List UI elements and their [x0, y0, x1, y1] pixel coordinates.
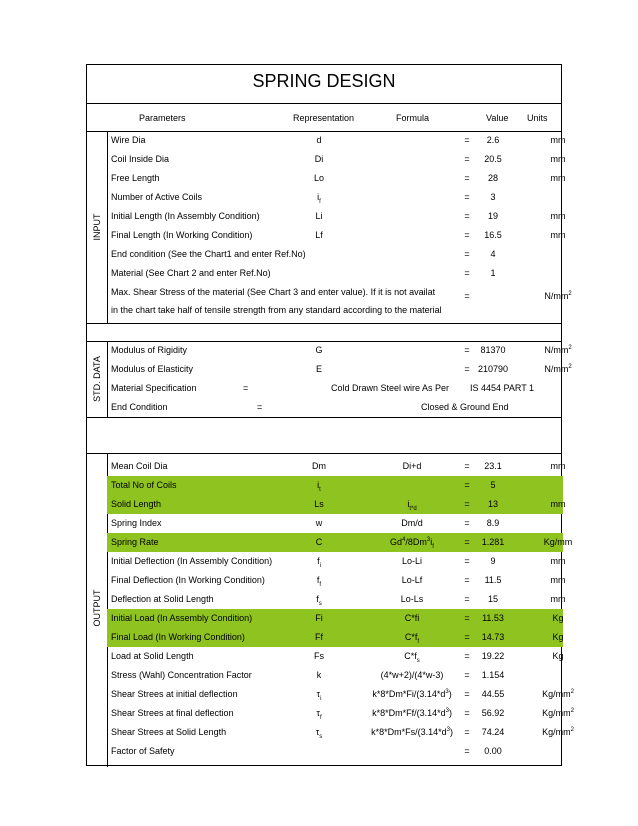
input-row	[107, 264, 563, 283]
std-bottom-line	[87, 417, 561, 418]
output-row	[107, 571, 566, 590]
title-divider	[87, 103, 561, 104]
equals-sign: =	[464, 268, 470, 278]
unit-cell: mm	[550, 499, 566, 509]
unit-cell: mm	[550, 173, 566, 183]
output-row	[107, 723, 574, 742]
representation-symbol: $\tau_i$	[316, 689, 322, 702]
equals-sign: =	[464, 345, 470, 355]
param-label: Coil Inside Dia	[111, 154, 170, 164]
unit-cell: Kg	[552, 613, 564, 623]
value-cell: 11.53	[482, 613, 504, 623]
representation-symbol: E	[315, 364, 322, 374]
shear-note-line2: in the chart take half of tensile strength from any standard according to the material	[111, 305, 442, 315]
input-bottom-line	[87, 323, 561, 324]
value-cell: 14.73	[481, 632, 505, 642]
representation-symbol: $i_t$	[317, 480, 321, 493]
equals-sign: =	[464, 689, 470, 699]
representation-symbol: C	[315, 537, 323, 547]
representation-symbol: k	[316, 670, 322, 680]
value-cell: 74.24	[481, 727, 505, 737]
value-cell: 1	[490, 268, 496, 278]
header-value: Value	[486, 113, 509, 123]
param-label: Shear Strees at final deflection	[111, 708, 234, 718]
formula-text: $C*f_f$	[404, 632, 420, 645]
formula-text: $k*8*Dm*Ff/(3.14*d^3)$	[372, 708, 452, 718]
param-label: Deflection at Solid Length	[111, 594, 214, 604]
param-label: Wire Dia	[111, 135, 146, 145]
representation-symbol: d	[316, 135, 322, 145]
representation-symbol: $f_f$	[316, 575, 322, 588]
unit-cell: $N/mm^2$	[544, 345, 572, 355]
equals-sign: =	[464, 249, 470, 259]
value-cell: 2.6	[486, 135, 500, 145]
formula-text: $i_{t*d}$	[407, 499, 417, 512]
unit-cell: Kg	[552, 651, 564, 661]
output-row	[107, 704, 574, 723]
value-cell: 11.5	[484, 575, 502, 585]
unit-cell: Kg	[552, 632, 564, 642]
formula-text: Dm/d	[401, 518, 423, 528]
param-label: Modulus of Elasticity	[111, 364, 194, 374]
unit-cell: $Kg/mm^2$	[542, 689, 574, 699]
unit-cell: mm	[550, 135, 566, 145]
input-row	[107, 226, 566, 245]
representation-symbol: w	[315, 518, 323, 528]
param-label: Final Length (In Working Condition)	[111, 230, 253, 240]
param-label: Initial Deflection (In Assembly Condition)	[111, 556, 273, 566]
param-label: End condition (See the Chart1 and enter Ref.No)	[111, 249, 306, 259]
value-cell: 28	[487, 173, 498, 183]
param-label: Final Deflection (In Working Condition)	[111, 575, 265, 585]
material-spec-equals: =	[243, 383, 249, 393]
representation-symbol: Lf	[315, 230, 323, 240]
param-label: Total No of Coils	[111, 480, 177, 490]
output-row	[107, 666, 563, 685]
output-row	[107, 685, 574, 704]
param-label: Material (See Chart 2 and enter Ref.No)	[111, 268, 271, 278]
header-formula: Formula	[396, 113, 430, 123]
param-label: Final Load (In Working Condition)	[111, 632, 245, 642]
spring-design-sheet	[86, 64, 574, 766]
equals-sign: =	[464, 211, 470, 221]
param-label: Initial Load (In Assembly Condition)	[111, 613, 253, 623]
unit-cell: mm	[550, 461, 566, 471]
equals-sign: =	[464, 575, 470, 585]
representation-symbol: G	[315, 345, 323, 355]
equals-sign: =	[464, 461, 470, 471]
equals-sign: =	[464, 192, 470, 202]
input-row	[107, 169, 566, 188]
output-top-line	[87, 453, 561, 454]
value-cell: 81370	[480, 345, 506, 355]
formula-text: $k*8*Dm*Fi/(3.14*d^3)$	[372, 689, 452, 699]
representation-symbol: $f_s$	[316, 594, 322, 607]
param-label: Stress (Wahl) Concentration Factor	[111, 670, 252, 680]
param-label: Spring Rate	[111, 537, 159, 547]
value-cell: 0.00	[484, 746, 502, 756]
param-label: Initial Length (In Assembly Condition)	[111, 211, 260, 221]
unit-cell: $Kg/mm^2$	[542, 727, 574, 737]
representation-symbol: Li	[315, 211, 323, 221]
param-label: Shear Strees at initial deflection	[111, 689, 238, 699]
unit-cell: $Kg/mm^2$	[542, 708, 574, 718]
page-title: SPRING DESIGN	[252, 71, 396, 91]
equals-sign: =	[464, 727, 470, 737]
header-parameters: Parameters	[139, 113, 186, 123]
value-cell: 13	[487, 499, 498, 509]
unit-cell: mm	[550, 556, 566, 566]
input-row	[107, 150, 566, 169]
representation-symbol: Lo	[313, 173, 324, 183]
equals-sign: =	[464, 230, 470, 240]
representation-symbol: $i_f$	[317, 192, 321, 205]
unit-cell: mm	[550, 594, 566, 604]
material-spec-value: Cold Drawn Steel wire As Per	[331, 383, 450, 393]
output-row	[107, 628, 563, 647]
representation-symbol: $f_i$	[317, 556, 321, 569]
formula-text: $Gd^4/8Dm^3i_f$	[390, 537, 434, 550]
output-row	[107, 495, 566, 514]
std-row	[107, 360, 572, 379]
shear-note-row	[107, 283, 572, 323]
value-cell: 1.154	[481, 670, 505, 680]
end-condition-value: Closed & Ground End	[421, 402, 509, 412]
value-cell: 16.5	[484, 230, 502, 240]
value-cell: 20.5	[484, 154, 502, 164]
unit-cell: mm	[550, 211, 566, 221]
input-row	[107, 245, 563, 264]
equals-sign: =	[464, 173, 470, 183]
equals-sign: =	[464, 632, 470, 642]
end-condition-row	[107, 398, 563, 417]
input-row	[107, 131, 566, 150]
output-row	[107, 647, 563, 666]
material-spec-standard: IS 4454 PART 1	[470, 383, 535, 393]
input-row	[107, 188, 563, 207]
section-label-input: INPUT	[92, 213, 102, 241]
equals-sign: =	[464, 708, 470, 718]
equals-sign: =	[464, 651, 470, 661]
equals-sign: =	[464, 613, 470, 623]
equals-sign: =	[464, 746, 470, 756]
param-label: Modulus of Rigidity	[111, 345, 188, 355]
value-cell: 3	[490, 192, 496, 202]
equals-sign: =	[464, 154, 470, 164]
value-cell: 56.92	[481, 708, 505, 718]
formula-text: C*fi	[404, 613, 420, 623]
representation-symbol: Dm	[312, 461, 326, 471]
unit-cell: Kg/mm	[543, 537, 573, 547]
param-label: Load at Solid Length	[111, 651, 194, 661]
representation-symbol: Ls	[314, 499, 324, 509]
value-cell: 15	[487, 594, 498, 604]
value-cell: 210790	[477, 364, 509, 374]
equals-sign: =	[464, 135, 470, 145]
value-cell: 4	[490, 249, 496, 259]
representation-symbol: $\tau_s$	[315, 727, 323, 740]
output-row	[107, 514, 563, 533]
param-label: Spring Index	[111, 518, 162, 528]
formula-text: $k*8*Dm*Fs/(3.14*d^3)$	[371, 727, 453, 737]
output-row	[107, 457, 566, 476]
formula-text: $C*f_s$	[404, 651, 420, 664]
param-label: Free Length	[111, 173, 160, 183]
end-condition-label: End Condition	[111, 402, 168, 412]
value-cell: 1.281	[481, 537, 505, 547]
representation-symbol: Fs	[314, 651, 324, 661]
unit-cell: mm	[550, 154, 566, 164]
output-row	[107, 533, 573, 552]
value-cell: 23.1	[484, 461, 502, 471]
formula-text: Lo-Li	[401, 556, 422, 566]
value-cell: 19	[487, 211, 498, 221]
section-label-std-data: STD. DATA	[92, 356, 102, 402]
representation-symbol: Fi	[315, 613, 323, 623]
header-units: Units	[527, 113, 548, 123]
output-row	[107, 476, 563, 495]
param-label: Shear Strees at Solid Length	[111, 727, 227, 737]
output-row	[107, 609, 563, 628]
value-cell: 19.22	[481, 651, 505, 661]
param-label: Solid Length	[111, 499, 162, 509]
equals-sign: =	[464, 670, 470, 680]
representation-symbol: Ff	[315, 632, 323, 642]
param-label: Factor of Safety	[111, 746, 175, 756]
equals-sign: =	[464, 556, 470, 566]
unit-cell: $N/mm^2$	[544, 364, 572, 374]
unit-cell: mm	[550, 230, 566, 240]
header-representation: Representation	[293, 113, 355, 123]
shear-note-equals: =	[464, 291, 470, 301]
shear-note-unit: $N/mm^2$	[544, 291, 572, 301]
param-label: Number of Active Coils	[111, 192, 203, 202]
equals-sign: =	[464, 594, 470, 604]
equals-sign: =	[464, 537, 470, 547]
formula-text: (4*w+2)/(4*w-3)	[380, 670, 444, 680]
shear-note-line1: Max. Shear Stress of the material (See Chart 3 and enter value). If it is not availat	[111, 287, 436, 297]
input-row	[107, 207, 566, 226]
equals-sign: =	[464, 364, 470, 374]
value-cell: 44.55	[481, 689, 505, 699]
formula-text: Lo-Ls	[400, 594, 424, 604]
material-spec-label: Material Specification	[111, 383, 197, 393]
value-cell: 9	[490, 556, 496, 566]
value-cell: 5	[490, 480, 496, 490]
value-cell: 8.9	[486, 518, 500, 528]
param-label: Mean Coil Dia	[111, 461, 168, 471]
std-row	[107, 341, 572, 360]
representation-symbol: $\tau_f$	[316, 708, 322, 721]
output-row	[107, 590, 566, 609]
material-spec-row	[107, 379, 563, 398]
equals-sign: =	[464, 499, 470, 509]
end-condition-equals: =	[257, 402, 263, 412]
section-label-output: OUTPUT	[92, 589, 102, 627]
output-row	[107, 552, 566, 571]
formula-text: Lo-Lf	[401, 575, 423, 585]
equals-sign: =	[464, 480, 470, 490]
equals-sign: =	[464, 518, 470, 528]
output-row	[107, 742, 563, 761]
representation-symbol: Di	[314, 154, 324, 164]
unit-cell: mm	[550, 575, 566, 585]
formula-text: Di+d	[402, 461, 422, 471]
